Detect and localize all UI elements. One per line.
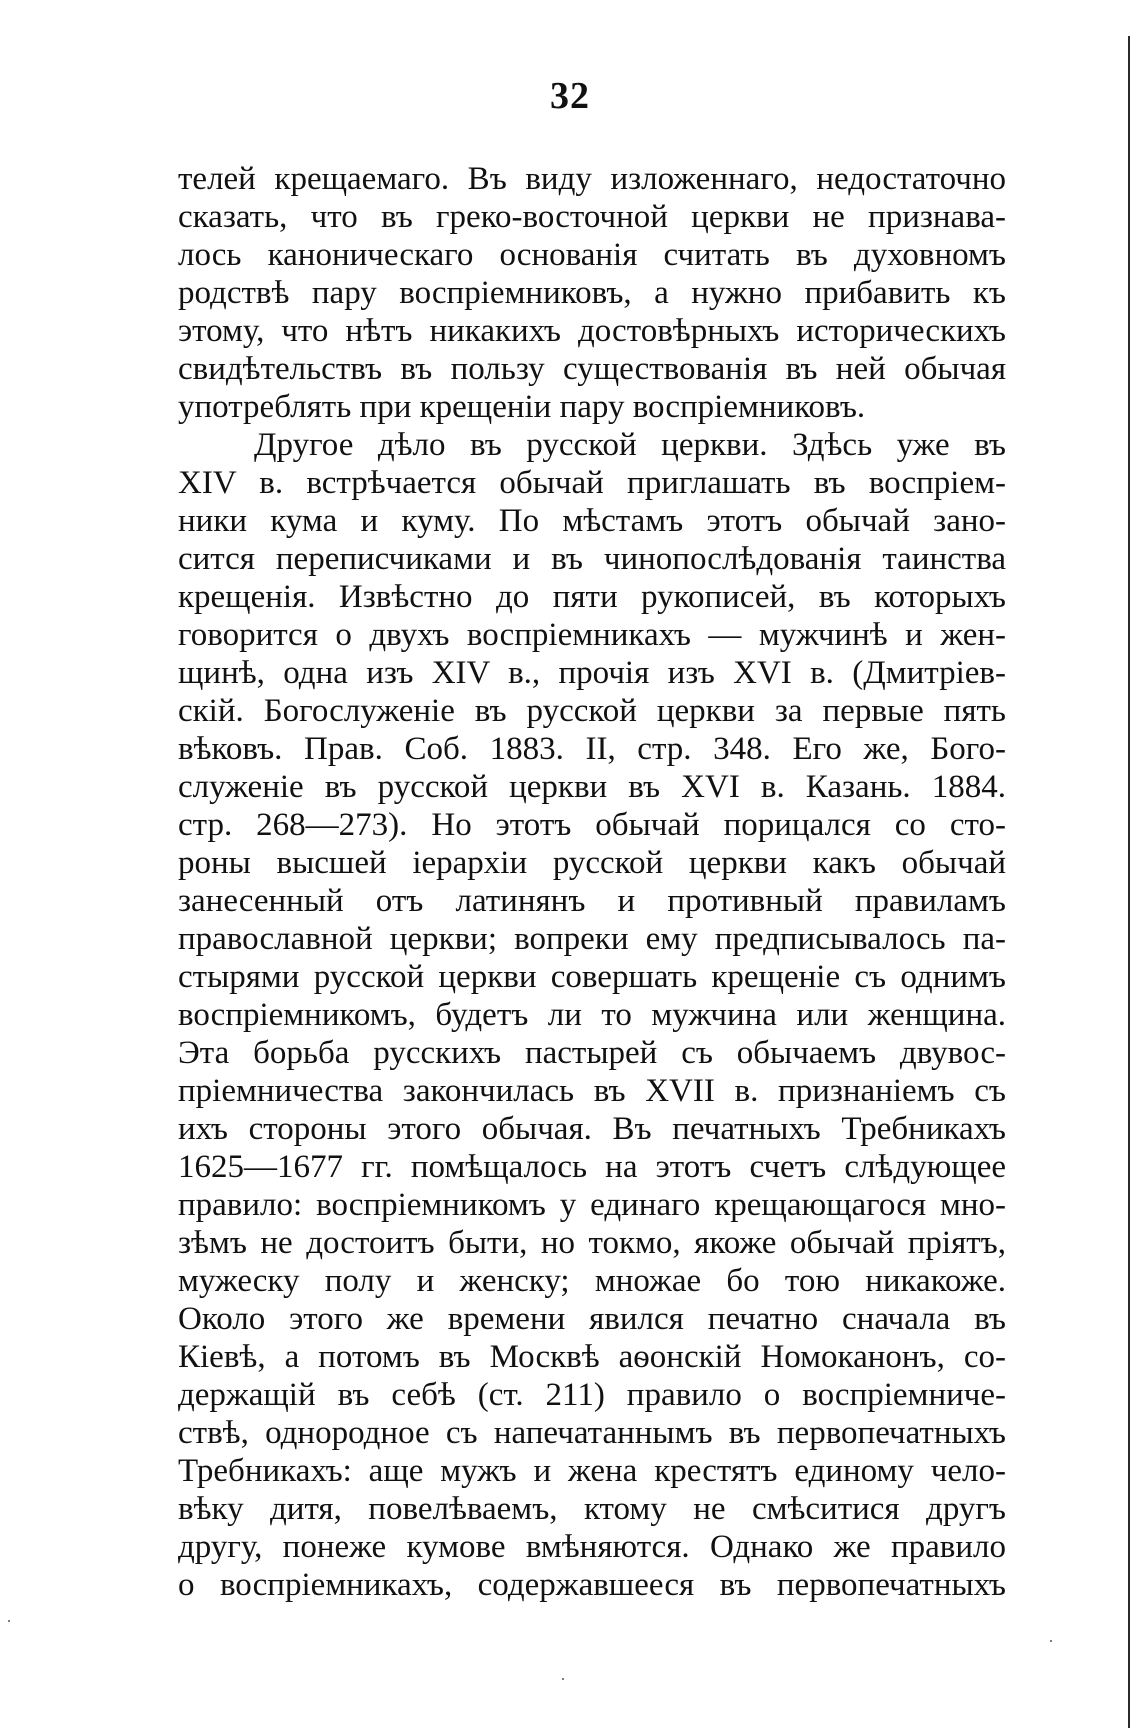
- scan-speck: [562, 1678, 564, 1680]
- page-edge-rule: [1128, 36, 1130, 1728]
- text-line: сказать, что въ греко-восточной церкви не признава-: [178, 199, 1006, 235]
- text-line: Около этого же времени явился печатно сначала въ: [178, 1301, 1006, 1337]
- text-line: стырями русской церкви совершать крещеніе съ однимъ: [178, 959, 1006, 995]
- text-line: другу, понеже кумове вмѣняются. Однако же правило: [178, 1529, 1006, 1565]
- text-line: этому, что нѣтъ никакихъ достовѣрныхъ историческихъ: [178, 313, 1006, 349]
- text-line: ихъ стороны этого обычая. Въ печатныхъ Требникахъ: [178, 1111, 1006, 1147]
- text-line: Кіевѣ, а потомъ въ Москвѣ аѳонскій Номоканонъ, со-: [178, 1339, 1006, 1375]
- body-text: [178, 160, 1006, 1604]
- text-line: говорится о двухъ воспріемникахъ — мужчинѣ и жен-: [178, 617, 1006, 653]
- text-line: служеніе въ русской церкви въ XVI в. Казань. 1884.: [178, 769, 1006, 805]
- page-number: 32: [550, 75, 590, 117]
- text-line: Требникахъ: аще мужъ и жена крестятъ единому чело-: [178, 1453, 1006, 1489]
- text-line: скій. Богослуженіе въ русской церкви за первые пять: [178, 693, 1006, 729]
- text-line: щинѣ, одна изъ XIV в., прочія изъ XVI в. (Дмитріев-: [178, 655, 1006, 691]
- text-line: правило: воспріемникомъ у единаго крещающагося мно-: [178, 1187, 1006, 1223]
- text-line: пріемничества закончилась въ XVII в. признаніемъ съ: [178, 1073, 1006, 1109]
- text-line: роны высшей іерархіи русской церкви какъ обычай: [178, 845, 1006, 881]
- text-line: вѣку дитя, повелѣваемъ, ктому не смѣситися другъ: [178, 1491, 1006, 1527]
- scan-speck: [1050, 1640, 1052, 1642]
- text-line: XIV в. встрѣчается обычай приглашать въ воспріем-: [178, 465, 1006, 501]
- text-line: сится переписчиками и въ чинопослѣдованія таинства: [178, 541, 1006, 577]
- text-line: мужеску полу и женску; множае бо тою никакоже.: [178, 1263, 1006, 1299]
- text-line: православной церкви; вопреки ему предписывалось па-: [178, 921, 1006, 957]
- text-line: зѣмъ не достоитъ быти, но токмо, якоже обычай пріятъ,: [178, 1225, 1006, 1261]
- scan-speck: [8, 1620, 10, 1622]
- text-line: вѣковъ. Прав. Соб. 1883. II, стр. 348. Его же, Бого-: [178, 731, 1006, 767]
- text-line: родствѣ пару воспріемниковъ, а нужно прибавить къ: [178, 275, 1006, 311]
- text-line: о воспріемникахъ, содержавшееся въ первопечатныхъ: [178, 1567, 1006, 1603]
- text-line: ствѣ, однородное съ напечатаннымъ въ первопечатныхъ: [178, 1415, 1006, 1451]
- text-line: свидѣтельствъ въ пользу существованія въ ней обычая: [178, 351, 1006, 387]
- text-line: употреблять при крещеніи пару воспріемниковъ.: [178, 389, 866, 425]
- text-line: лось каноническаго основанія считать въ духовномъ: [178, 237, 1006, 273]
- text-line: ники кума и куму. По мѣстамъ этотъ обычай зано-: [178, 503, 1006, 539]
- text-line: воспріемникомъ, будетъ ли то мужчина или женщина.: [178, 997, 1006, 1033]
- text-line: 1625—1677 гг. помѣщалось на этотъ счетъ слѣдующее: [178, 1149, 1006, 1185]
- text-line: стр. 268—273). Но этотъ обычай порицался со сто-: [178, 807, 1006, 843]
- text-line: крещенія. Извѣстно до пяти рукописей, въ которыхъ: [178, 579, 1006, 615]
- text-line: Эта борьба русскихъ пастырей съ обычаемъ двувос-: [178, 1035, 1006, 1071]
- text-line: занесенный отъ латинянъ и противный правиламъ: [178, 883, 1006, 919]
- paragraph-start-line: Другое дѣло въ русской церкви. Здѣсь уже въ: [254, 427, 1006, 463]
- text-line: держащій въ себѣ (ст. 211) правило о воспріемниче-: [178, 1377, 1006, 1413]
- text-line: телей крещаемаго. Въ виду изложеннаго, недостаточно: [178, 161, 1006, 197]
